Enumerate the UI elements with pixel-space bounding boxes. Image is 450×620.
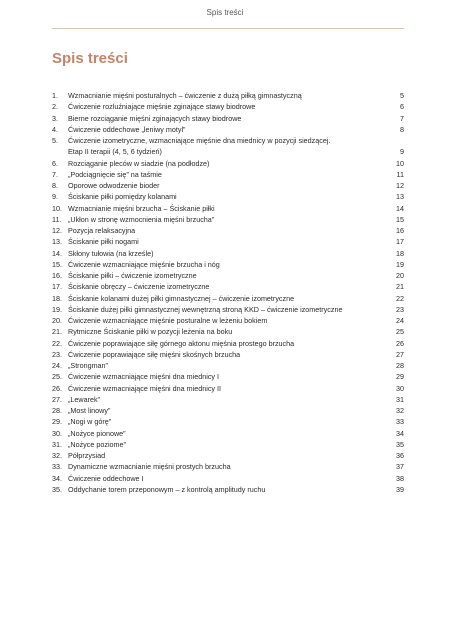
toc-entry[interactable] [52,180,404,191]
toc-entry-page-number: 35 [396,439,404,449]
toc-entry-page-number: 18 [396,248,404,258]
toc-entry-number: 34. [52,473,62,483]
toc-entry-number: 18. [52,293,62,303]
toc-entry-title: Bierne rozciąganie mięśni zginających stawy biodrowe [68,113,242,123]
toc-entry-number: 33. [52,462,62,472]
toc-entry-title: Ćwiczenie wzmacniające mięśnie posturalne w leżeniu bokiem [68,316,268,325]
toc-entry-page-number: 22 [396,293,404,303]
toc-entry-page-number: 39 [396,484,404,494]
toc-entry-number: 2. [52,102,58,112]
running-header: Spis treści [206,8,244,17]
toc-entry-number: 7. [52,169,58,179]
toc-entry[interactable] [52,259,404,270]
toc-entry-page-number: 26 [396,338,404,348]
toc-entry[interactable] [52,484,404,495]
toc-entry-title: Ściskanie piłki pomiędzy kolanami [68,192,177,202]
toc-entry-page-number: 38 [396,473,404,483]
toc-entry-number: 19. [52,304,62,314]
toc-entry-number: 3. [52,113,58,123]
toc-entry-page-number: 17 [396,237,404,247]
toc-entry-page-number: 37 [396,462,404,472]
toc-entry[interactable] [52,158,404,169]
toc-entry-title: „Nożyce poziome” [68,439,126,449]
toc-entry-title: Skłony tułowia (na krześle) [68,248,154,258]
toc-entry-page-number: 25 [396,327,404,337]
toc-entry-page-number: 34 [396,428,404,438]
toc-entry-number: 8. [52,181,58,190]
toc-entry-number: 6. [52,158,58,168]
toc-entry-title: Ściskanie piłki nogami [68,237,139,247]
toc-entry-page-number: 21 [396,282,404,292]
toc-entry-number: 30. [52,428,62,438]
toc-entry-title: Ćwiczenie rozluźniające mięśnie zginające stawy biodrowe [68,102,256,112]
toc-entry-number: 32. [52,451,62,460]
toc-entry[interactable] [52,101,404,112]
toc-entry-page-number: 5 [400,91,404,100]
toc-entry[interactable] [52,248,404,259]
toc-entry-title: „Podciągnięcie się” na taśmie [68,169,162,179]
toc-entry-title: Wzmacnianie mięśni brzucha – Ściskanie piłki [68,203,215,213]
toc-entry[interactable] [52,394,404,405]
toc-entry-title: Oddychanie torem przeponowym – z kontrolą amplitudy ruchu [68,484,266,494]
toc-entry-page-number: 15 [396,214,404,224]
toc-entry-number: 5. [52,136,58,145]
toc-entry[interactable] [52,315,404,326]
toc-entry-page-number: 24 [396,316,404,325]
toc-entry-number: 14. [52,248,62,258]
toc-entry-title: „Nogi w górę” [68,417,112,427]
toc-entry[interactable] [52,90,404,101]
toc-entry-title: Pozycja relaksacyjna [68,226,136,235]
toc-entry-number: 28. [52,406,62,415]
toc-entry-page-number: 20 [396,271,404,280]
toc-entry-title: Rytmiczne Ściskanie piłki w pozycji leżenia na boku [68,327,233,337]
toc-entry-number: 17. [52,282,62,292]
toc-entry-page-number: 12 [396,181,404,190]
toc-entry-title: Dynamiczne wzmacnianie mięśni prostych brzucha [68,462,231,472]
toc-entry-page-number: 10 [396,158,404,168]
toc-entry-page-number: 7 [400,113,404,123]
toc-entry-number: 35. [52,484,62,494]
toc-entry[interactable] [52,428,404,439]
toc-entry-title: Ściskanie piłki – ćwiczenie izometryczne [68,271,197,280]
toc-entry-number: 23. [52,349,62,359]
toc-entry-page-number: 33 [396,417,404,427]
toc-entry-number: 22. [52,338,62,348]
toc-entry-title: „Lewarek” [68,394,100,404]
toc-entry-number: 11. [52,214,62,224]
toc-entry[interactable] [52,461,404,472]
toc-entry[interactable] [52,371,404,382]
toc-entry[interactable] [52,270,404,281]
toc-entry[interactable] [52,450,404,461]
toc-entry-title: Oporowe odwodzenie bioder [68,181,160,190]
toc-entry[interactable] [52,349,404,360]
toc-entry-page-number: 8 [400,124,404,134]
toc-entry-page-number: 23 [396,304,404,314]
toc-entry-page-number: 28 [396,361,404,370]
toc-entry-page-number: 30 [396,383,404,393]
toc-entry[interactable] [52,113,404,124]
toc-entry-page-number: 32 [396,406,404,415]
toc-entry-title: Rozciąganie pleców w siadzie (na podłodze) [68,158,210,168]
toc-entry-number: 16. [52,271,62,280]
toc-entry[interactable] [52,405,404,416]
toc-entry[interactable] [52,473,404,484]
toc-entry-title: Półprzysiad [68,451,106,460]
toc-entry-title: Ćwiczenie oddechowe I [68,473,144,483]
toc-entry[interactable] [52,236,404,247]
toc-entry-title: Wzmacnianie mięśni posturalnych – ćwiczenie z dużą piłką gimnastyczną [68,91,302,100]
toc-entry[interactable] [52,225,404,236]
toc-entry[interactable] [52,135,404,158]
toc-entry[interactable] [52,338,404,349]
toc-entry[interactable] [52,169,404,180]
toc-entry-title: Ćwiczenie wzmacniające mięśnie brzucha i nóg [68,259,220,269]
toc-entry-number: 24. [52,361,62,370]
toc-entry-number: 12. [52,226,62,235]
toc-entry-page-number: 6 [400,102,404,112]
toc-entry-page-number: 14 [396,203,404,213]
toc-entry-page-number: 31 [396,394,404,404]
toc-entry-page-number: 27 [396,349,404,359]
page-title: Spis treści [52,50,128,67]
toc-entry-number: 13. [52,237,62,247]
toc-entry[interactable] [52,416,404,427]
toc-entry-title: „Most linowy” [68,406,111,415]
toc-entry-page-number: 19 [396,259,404,269]
table-of-contents [52,90,404,495]
toc-entry[interactable] [52,281,404,292]
toc-entry-page-number: 16 [396,226,404,235]
toc-entry-title: Ściskanie dużej piłki gimnastycznej wewnętrzną stroną KKD – ćwiczenie izometryczne [68,304,343,314]
toc-entry-number: 10. [52,203,62,213]
toc-entry-page-number: 11 [396,169,404,179]
toc-entry[interactable] [52,383,404,394]
toc-entry-page-number: 29 [396,372,404,382]
toc-entry-number: 31. [52,439,62,449]
header-divider [52,28,404,29]
toc-entry-number: 1. [52,91,58,100]
toc-entry-number: 9. [52,192,58,202]
toc-entry-title: Ćwiczenie wzmacniające mięśni dna miednicy II [68,383,221,393]
toc-entry-title: „Ukłon w stronę wzmocnienia mięśni brzucha” [68,214,215,224]
toc-entry[interactable] [52,191,404,202]
toc-entry-number: 26. [52,383,62,393]
toc-entry[interactable] [52,214,404,225]
toc-entry-page-number: 13 [396,192,404,202]
toc-entry-number: 15. [52,259,62,269]
toc-entry[interactable] [52,326,404,337]
toc-entry-title: „Strongman” [68,361,108,370]
toc-entry-title: Ściskanie obręczy – ćwiczenie izometryczne [68,282,210,292]
toc-entry-number: 25. [52,372,62,382]
toc-entry-number: 20. [52,316,62,325]
toc-entry-number: 4. [52,124,58,134]
toc-entry-page-number: 9 [400,147,404,157]
toc-entry-title: Ćwiczenie poprawiające siłę górnego aktonu mięśnia prostego brzucha [68,338,295,348]
toc-entry[interactable] [52,293,404,304]
toc-entry-number: 29. [52,417,62,427]
toc-entry-title: Ćwiczenie izometryczne, wzmacniające mięśnie dna miednicy w pozycji siedzącej. Etap II terapii (4, 5, 6 tydzień) [68,136,331,157]
toc-entry-title: „Nożyce pionowe” [68,428,126,438]
toc-entry-title: Ściskanie kolanami dużej piłki gimnastycznej – ćwiczenie izometryczne [68,293,295,303]
toc-entry-page-number: 36 [396,451,404,460]
toc-entry-title: Ćwiczenie wzmacniające mięśni dna miednicy I [68,372,219,382]
toc-entry-number: 27. [52,394,62,404]
toc-entry-title: Ćwiczenie oddechowe „leniwy motyl” [68,124,186,134]
toc-entry-number: 21. [52,327,62,337]
toc-entry[interactable] [52,203,404,214]
toc-entry[interactable] [52,360,404,371]
toc-entry[interactable] [52,124,404,135]
toc-entry[interactable] [52,304,404,315]
toc-entry[interactable] [52,439,404,450]
toc-entry-title: Ćwiczenie poprawiające siłę mięśni skośnych brzucha [68,349,241,359]
